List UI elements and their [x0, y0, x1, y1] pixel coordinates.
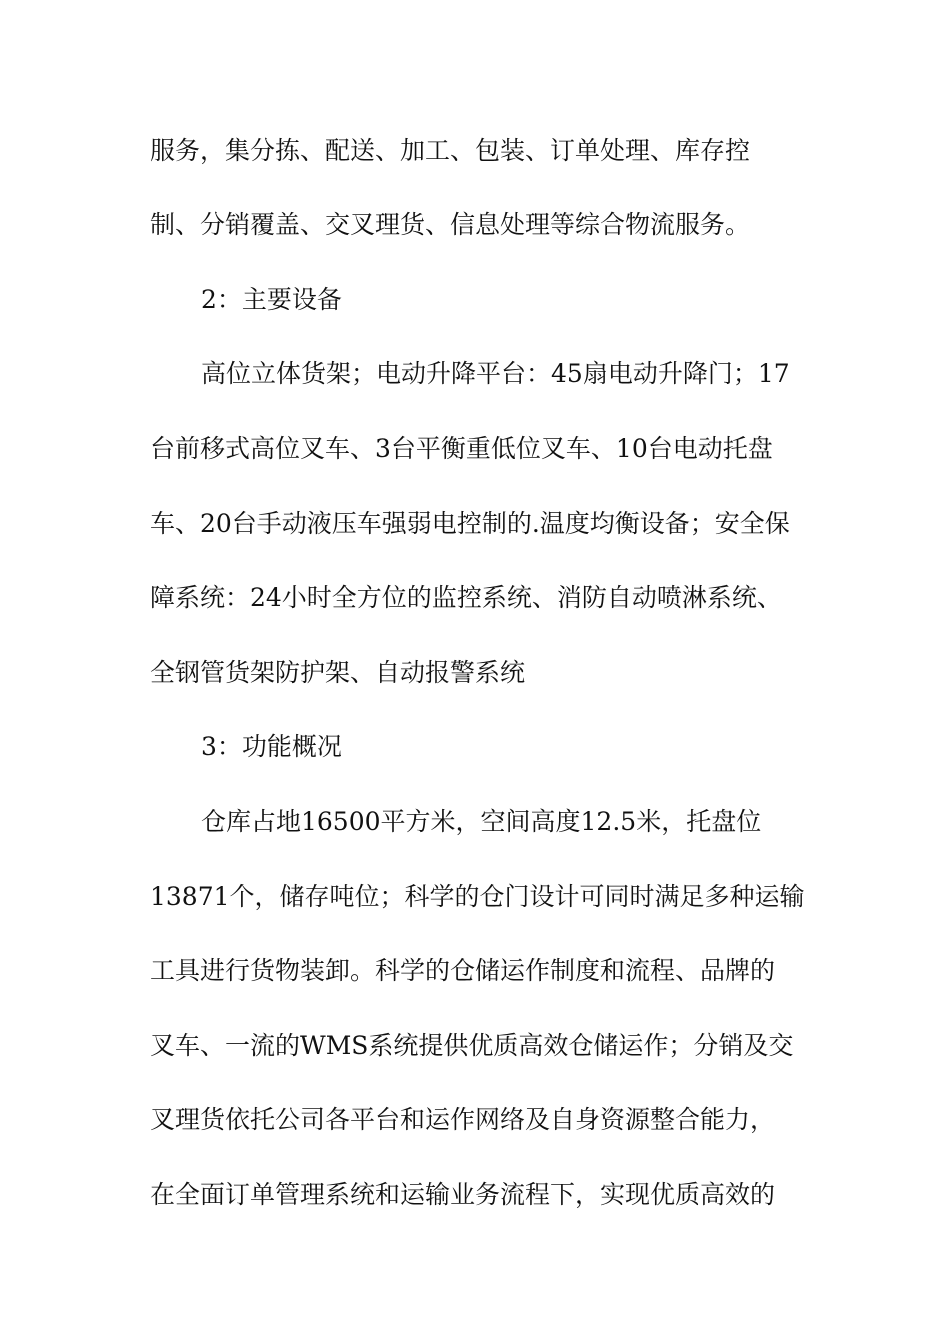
text-line-5: 台前移式高位叉车、3台平衡重低位叉车、10台电动托盘 — [150, 434, 773, 463]
text-line-15: 在全面订单管理系统和运输业务流程下，实现优质高效的 — [150, 1180, 776, 1209]
text-line-13: 叉车、一流的WMS系统提供优质高效仓储运作；分销及交 — [150, 1031, 794, 1060]
text-line-6: 车、20台手动液压车强弱电控制的.温度均衡设备；安全保 — [150, 509, 790, 538]
text-line-14: 叉理货依托公司各平台和运作网络及自身资源整合能力， — [150, 1105, 776, 1134]
text-line-12: 工具进行货物装卸。科学的仓储运作制度和流程、品牌的 — [150, 956, 776, 985]
section-heading-equipment: 2：主要设备 — [201, 285, 342, 314]
text-line-7: 障系统：24小时全方位的监控系统、消防自动喷淋系统、 — [150, 583, 782, 612]
text-line-8: 全钢管货架防护架、自动报警系统 — [150, 658, 526, 687]
text-line-4: 高位立体货架；电动升降平台：45扇电动升降门；17 — [201, 359, 790, 388]
text-line-11: 13871个，储存吨位；科学的仓门设计可同时满足多种运输 — [150, 882, 805, 911]
text-line-1: 服务，集分拣、配送、加工、包装、订单处理、库存控 — [150, 136, 751, 165]
text-line-2: 制、分销覆盖、交叉理货、信息处理等综合物流服务。 — [150, 210, 751, 239]
text-line-10: 仓库占地16500平方米，空间高度12.5米，托盘位 — [201, 807, 762, 836]
section-heading-functions: 3：功能概况 — [201, 732, 342, 761]
